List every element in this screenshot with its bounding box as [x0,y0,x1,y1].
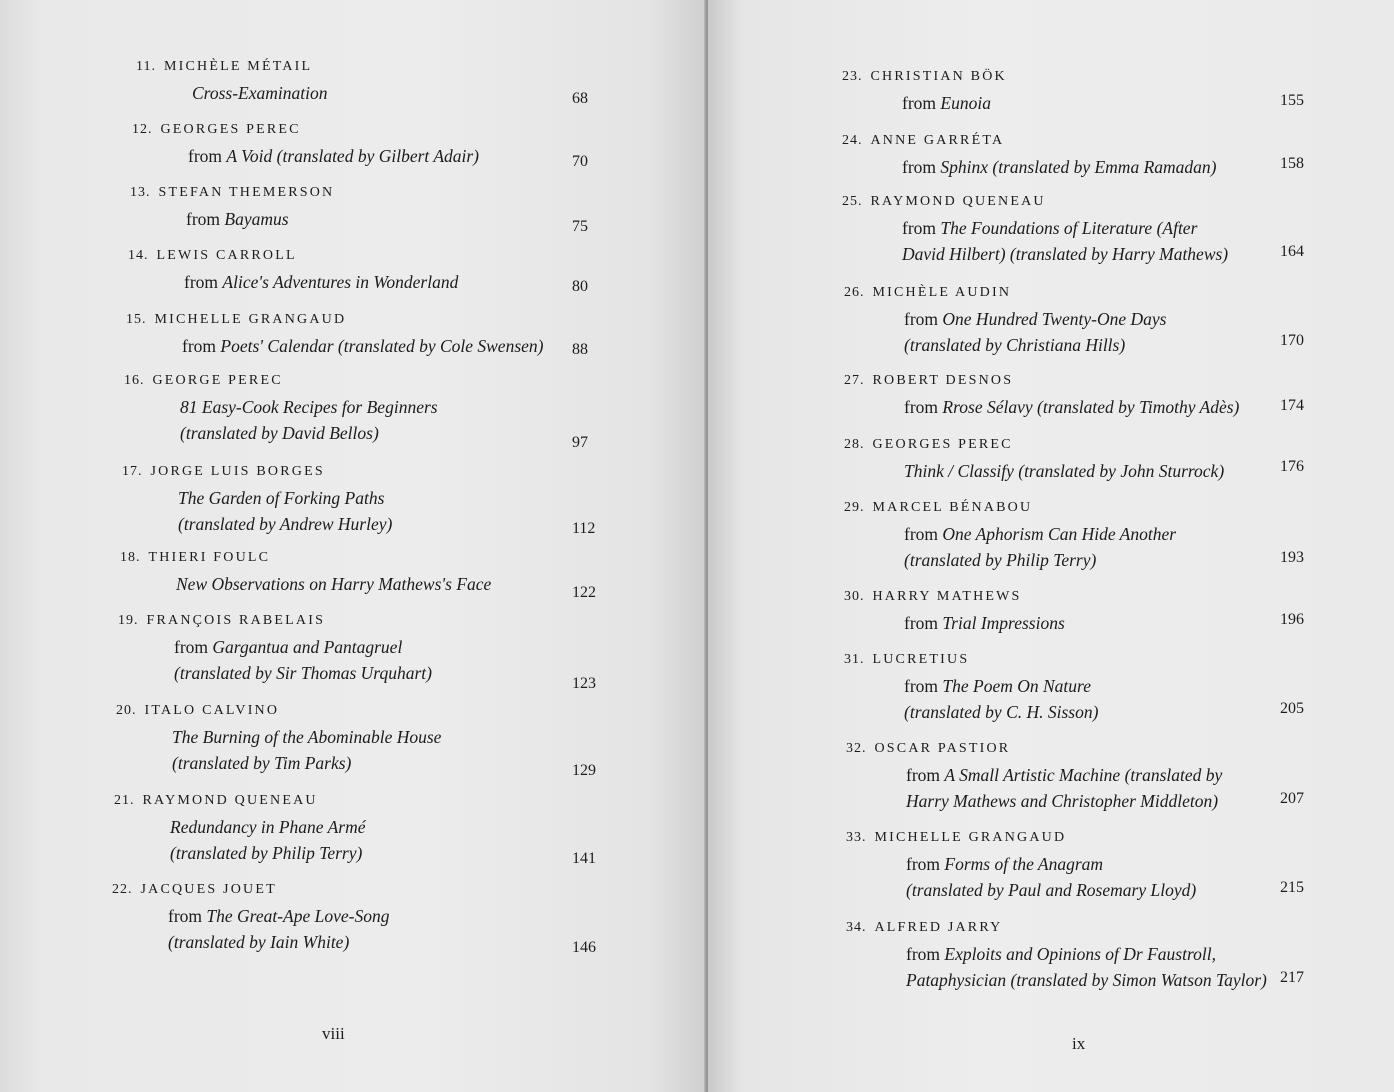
entry-heading [842,68,1007,86]
toc-entry [844,588,1065,636]
entry-author: RAYMOND QUENEAU [142,793,318,808]
title-italic: A Small Artistic Machine (translated by [944,765,1223,785]
entry-page-number: 146 [572,939,596,956]
entry-number: 23. [842,69,863,84]
title-line [904,610,1065,636]
toc-entry [846,829,1196,903]
toc-entry [114,792,366,866]
title-line [904,458,1224,484]
entry-page-number: 112 [572,520,596,537]
title-italic: 81 Easy-Cook Recipes for Beginners [180,397,438,417]
entry-author: HARRY MATHEWS [872,589,1022,604]
title-line [902,241,1228,267]
title-line [180,420,438,446]
entry-number: 14. [128,248,149,263]
entry-title [192,80,327,106]
title-line [182,333,543,359]
entry-number: 26. [844,285,865,300]
entry-heading [114,792,366,810]
entry-heading [128,247,458,265]
folio-left: viii [322,1024,345,1043]
title-line [178,511,392,537]
entry-page-number: 196 [1280,611,1304,628]
title-line [906,877,1196,903]
entry-page-number: 68 [572,90,588,107]
entry-number: 16. [124,373,145,388]
title-line [902,215,1228,241]
entry-number: 31. [844,652,865,667]
title-line [180,394,438,420]
entry-page-number: 205 [1280,700,1304,717]
entry-number: 28. [844,437,865,452]
entry-page-number: 123 [572,675,596,692]
toc-entry [122,463,392,537]
entry-author: ROBERT DESNOS [872,373,1014,388]
entry-author: STEFAN THEMERSON [158,185,335,200]
toc-entry [844,284,1166,358]
title-line [902,154,1216,180]
entry-number: 25. [842,194,863,209]
toc-entry [136,58,327,106]
title-italic: Gargantua and Pantagruel [212,637,403,657]
entry-author: CHRISTIAN BÖK [870,69,1007,84]
entry-author: MARCEL BÉNABOU [872,500,1033,515]
entry-author: ALFRED JARRY [874,920,1003,935]
title-line [172,750,441,776]
toc-entry [844,499,1176,573]
entry-number: 33. [846,830,867,845]
entry-number: 15. [126,312,147,327]
entry-title [902,154,1216,180]
title-line [192,80,327,106]
right-page [708,0,1394,1092]
title-italic: Forms of the Anagram [944,854,1104,874]
entry-heading [132,121,479,139]
title-line [906,851,1196,877]
entry-title [902,215,1228,267]
title-line [904,394,1239,420]
title-line [186,206,334,232]
title-italic: (translated by Paul and Rosemary Lloyd) [906,880,1197,900]
entry-author: LEWIS CARROLL [156,248,297,263]
toc-entry [128,247,458,295]
title-italic: (translated by Tim Parks) [172,753,352,773]
entry-author: ITALO CALVINO [144,703,280,718]
title-prefix: from [906,765,945,785]
entry-page-number: 176 [1280,458,1304,475]
title-prefix: from [904,309,943,329]
entry-title [904,394,1239,420]
entry-title [904,306,1166,358]
entry-page-number: 80 [572,278,588,295]
toc-entry [846,919,1267,993]
entry-heading [122,463,392,481]
title-italic: New Observations on Harry Mathews's Face [176,574,492,594]
entry-heading [844,499,1176,517]
entry-number: 18. [120,550,141,565]
title-italic: (translated by Iain White) [168,932,350,952]
entry-title [906,941,1267,993]
title-italic: Harry Mathews and Christopher Middleton) [906,791,1219,811]
title-italic: Alice's Adventures in Wonderland [222,272,459,292]
entry-title [176,571,491,597]
title-italic: (translated by C. H. Sisson) [904,702,1099,722]
entry-number: 30. [844,589,865,604]
entry-title [180,394,438,446]
title-prefix: from [904,613,943,633]
toc-entry [844,436,1224,484]
entry-heading [116,702,441,720]
entry-page-number: 129 [572,762,596,779]
entry-heading [844,651,1098,669]
title-italic: The Burning of the Abominable House [172,727,442,747]
entry-number: 19. [118,613,139,628]
title-italic: Sphinx (translated by Emma Ramadan) [940,157,1217,177]
entry-heading [120,549,491,567]
entry-title [170,814,366,866]
entry-heading [844,436,1224,454]
entry-title [186,206,334,232]
entry-number: 20. [116,703,137,718]
entry-author: JORGE LUIS BORGES [150,464,325,479]
entry-number: 32. [846,741,867,756]
title-line [168,903,389,929]
toc-entry [844,372,1239,420]
toc-entry [116,702,441,776]
title-line [904,699,1098,725]
title-line [904,673,1098,699]
entry-number: 13. [130,185,151,200]
title-italic: One Aphorism Can Hide Another [942,524,1177,544]
entry-author: GEORGES PEREC [872,437,1013,452]
title-prefix: from [902,93,941,113]
entry-page-number: 170 [1280,332,1304,349]
entry-page-number: 70 [572,153,588,170]
entry-title [904,521,1176,573]
toc-entry [842,132,1216,180]
entry-page-number: 122 [572,584,596,601]
entry-author: MICHÈLE AUDIN [872,285,1012,300]
entry-author: MICHÈLE MÉTAIL [163,59,313,74]
entry-page-number: 215 [1280,879,1304,896]
entry-heading [846,919,1267,937]
title-line [906,788,1222,814]
entry-title [904,610,1065,636]
title-prefix: from [184,272,223,292]
title-line [904,332,1166,358]
entry-page-number: 141 [572,850,596,867]
toc-entry [846,740,1222,814]
title-italic: Poets' Calendar (translated by Cole Swensen) [220,336,544,356]
entry-title [182,333,543,359]
title-line [174,634,432,660]
entry-page-number: 164 [1280,243,1304,260]
entry-number: 29. [844,500,865,515]
title-italic: Rrose Sélavy (translated by Timothy Adès) [942,397,1240,417]
entry-page-number: 155 [1280,92,1304,109]
title-italic: (translated by Sir Thomas Urquhart) [174,663,432,683]
title-prefix: from [906,854,945,874]
entry-heading [844,372,1239,390]
title-prefix: from [904,524,943,544]
entry-author: JACQUES JOUET [140,882,277,897]
entry-number: 11. [136,59,156,74]
toc-entry [842,68,1007,116]
toc-entry [120,549,491,597]
entry-number: 24. [842,133,863,148]
title-line [904,306,1166,332]
title-italic: The Garden of Forking Paths [178,488,385,508]
title-line [170,840,366,866]
entry-author: GEORGES PEREC [160,122,301,137]
entry-heading [124,372,438,390]
entry-number: 22. [112,882,133,897]
title-prefix: from [906,944,945,964]
entry-page-number: 88 [572,341,588,358]
toc-entry [844,651,1098,725]
title-italic: Cross-Examination [192,83,328,103]
toc-entry [842,193,1228,267]
title-prefix: from [902,157,941,177]
title-italic: The Poem On Nature [942,676,1091,696]
title-line [904,521,1176,547]
entry-number: 34. [846,920,867,935]
entry-heading [846,829,1196,847]
title-italic: Pataphysician (translated by Simon Watson Taylor) [906,970,1267,990]
entry-author: MICHELLE GRANGAUD [874,830,1067,845]
entry-title [902,90,1007,116]
entry-number: 21. [114,793,135,808]
entry-heading [844,588,1065,606]
title-italic: A Void (translated by Gilbert Adair) [226,146,480,166]
entry-author: GEORGE PEREC [152,373,283,388]
title-line [174,660,432,686]
title-prefix: from [182,336,221,356]
title-italic: Trial Impressions [942,613,1065,633]
title-prefix: from [904,676,943,696]
title-prefix: from [186,209,225,229]
entry-author: ANNE GARRÉTA [870,133,1005,148]
title-italic: Eunoia [940,93,991,113]
title-line [906,762,1222,788]
title-prefix: from [904,397,943,417]
entry-page-number: 75 [572,218,588,235]
entry-number: 27. [844,373,865,388]
title-italic: Think / Classify (translated by John Sturrock) [904,461,1225,481]
title-italic: Bayamus [224,209,289,229]
entry-author: OSCAR PASTIOR [874,741,1011,756]
entry-author: MICHELLE GRANGAUD [154,312,347,327]
entry-heading [846,740,1222,758]
entry-author: RAYMOND QUENEAU [870,194,1046,209]
title-line [168,929,389,955]
entry-title [904,458,1224,484]
folio-right: ix [1072,1034,1086,1053]
entry-heading [130,184,334,202]
entry-title [904,673,1098,725]
entry-author: LUCRETIUS [872,652,970,667]
entry-page-number: 158 [1280,155,1304,172]
title-line [906,941,1267,967]
toc-entry [130,184,334,232]
toc-entry [112,881,389,955]
entry-title [184,269,458,295]
title-line [904,547,1176,573]
entry-heading [112,881,389,899]
title-italic: One Hundred Twenty-One Days [942,309,1167,329]
toc-entry [124,372,438,446]
title-italic: (translated by Andrew Hurley) [178,514,393,534]
entry-title [906,762,1222,814]
entry-title [168,903,389,955]
entry-title [178,485,392,537]
title-italic: (translated by Christiana Hills) [904,335,1126,355]
title-italic: Redundancy in Phane Armé [170,817,366,837]
toc-entry [118,612,432,686]
title-line [906,967,1267,993]
entry-page-number: 207 [1280,790,1304,807]
title-line [188,143,479,169]
entry-heading [842,132,1216,150]
entry-title [188,143,479,169]
title-line [902,90,1007,116]
title-line [172,724,441,750]
entry-page-number: 193 [1280,549,1304,566]
entry-title [174,634,432,686]
toc-entry [126,311,543,359]
entry-page-number: 217 [1280,969,1304,986]
entry-author: FRANÇOIS RABELAIS [146,613,326,628]
title-prefix: from [168,906,207,926]
title-italic: (translated by Philip Terry) [904,550,1097,570]
entry-title [906,851,1196,903]
entry-author: THIERI FOULC [148,550,271,565]
entry-heading [118,612,432,630]
entry-number: 12. [132,122,153,137]
entry-page-number: 97 [572,434,588,451]
title-italic: David Hilbert) (translated by Harry Mathews) [902,244,1229,264]
toc-entry [132,121,479,169]
title-italic: The Great-Ape Love-Song [206,906,390,926]
entry-heading [136,58,327,76]
title-prefix: from [902,218,941,238]
title-prefix: from [174,637,213,657]
entry-heading [126,311,543,329]
title-italic: Exploits and Opinions of Dr Faustroll, [944,944,1216,964]
entry-page-number: 174 [1280,397,1304,414]
title-line [176,571,491,597]
entry-heading [842,193,1228,211]
title-line [184,269,458,295]
entry-number: 17. [122,464,143,479]
title-italic: The Foundations of Literature (After [940,218,1198,238]
entry-title [172,724,441,776]
title-prefix: from [188,146,227,166]
entry-heading [844,284,1166,302]
title-italic: (translated by Philip Terry) [170,843,363,863]
title-italic: (translated by David Bellos) [180,423,379,443]
title-line [170,814,366,840]
title-line [178,485,392,511]
